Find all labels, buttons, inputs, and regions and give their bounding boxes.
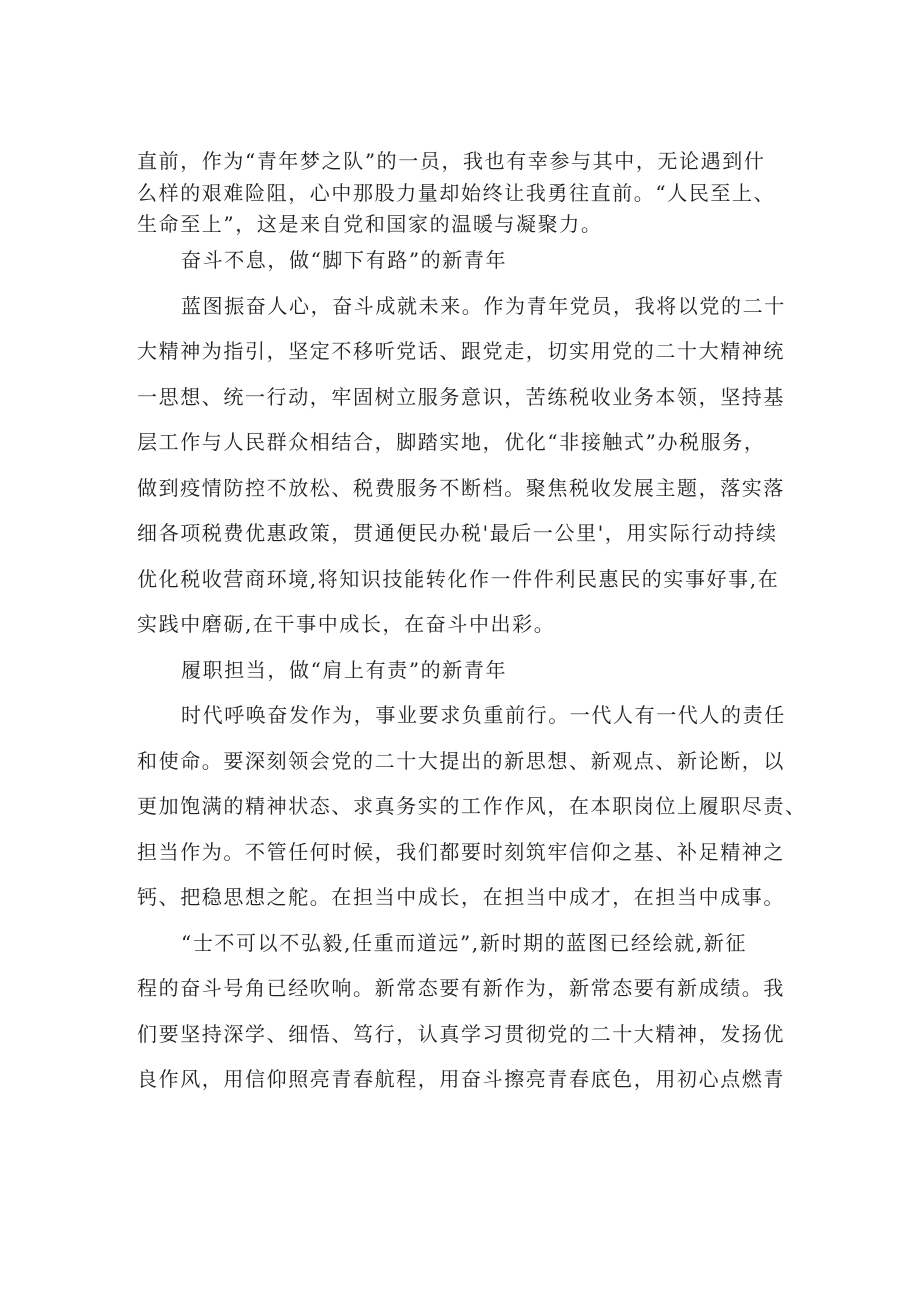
section-heading: 履职担当，做“肩上有责”的新青年 [181,658,508,682]
text-line: 和使命。要深刻领会党的二十大提出的新思想、新观点、新论断，以 [137,749,785,773]
text-line: 优化税收营商环境,将知识技能转化作一件件利民惠民的实事好事,在 [137,567,780,591]
text-line: 层工作与人民群众相结合，脚踏实地，优化“非接触式”办税服务， [137,430,766,454]
text-line: 实践中磨砺,在干事中成长，在奋斗中出彩。 [137,612,556,636]
text-line: 钙、把稳思想之舵。在担当中成长，在担当中成才，在担当中成事。 [137,885,785,909]
text-line: 程的奋斗号角已经吹响。新常态要有新作为，新常态要有新成绩。我 [137,976,785,1000]
text-line: 良作风，用信仰照亮青春航程，用奋斗擦亮青春底色，用初心点燃青 [137,1067,785,1091]
text-line: 更加饱满的精神状态、求真务实的工作作风，在本职岗位上履职尽责、 [137,794,807,818]
text-line: 时代呼唤奋发作为，事业要求负重前行。一代人有一代人的责任 [181,703,786,727]
text-line: 担当作为。不管任何时候，我们都要时刻筑牢信仰之基、补足精神之 [137,840,785,864]
text-line: 一思想、统一行动，牢固树立服务意识，苦练税收业务本领，坚持基 [137,385,785,409]
text-line: 细各项税费优惠政策，贯通便民办税'最后一公里'，用实际行动持续 [137,521,778,545]
text-line: 直前，作为“青年梦之队”的一员，我也有幸参与其中，无论遇到什 [137,149,766,173]
text-line: 大精神为指引，坚定不移听党话、跟党走，切实用党的二十大精神统 [137,339,785,363]
text-line: 么样的艰难险阻，心中那股力量却始终让我勇往直前。“人民至上、 [137,181,776,205]
text-line: 做到疫情防控不放松、税费服务不断档。聚焦税收发展主题，落实落 [137,476,785,500]
text-line: “士不可以不弘毅,任重而道远”,新时期的蓝图已经绘就,新征 [181,931,747,955]
text-line: 生命至上”，这是来自党和国家的温暖与凝聚力。 [137,212,603,236]
text-line: 们要坚持深学、细悟、笃行，认真学习贯彻党的二十大精神，发扬优 [137,1022,785,1046]
section-heading: 奋斗不息，做“脚下有路”的新青年 [181,248,508,272]
text-line: 蓝图振奋人心，奋斗成就未来。作为青年党员，我将以党的二十 [181,294,786,318]
